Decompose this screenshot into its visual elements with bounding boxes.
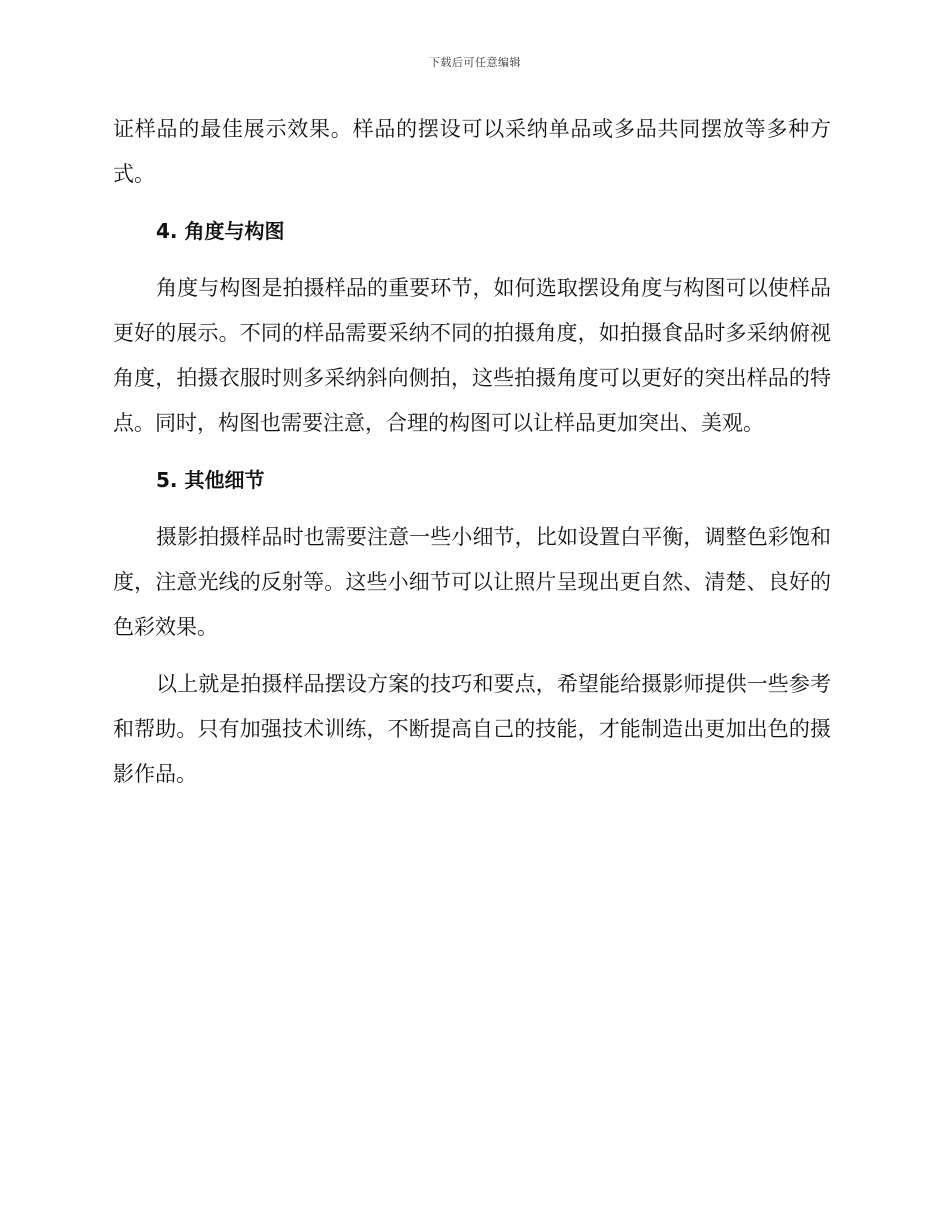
- section-4-heading: 4. 角度与构图: [156, 219, 285, 243]
- spacer: [113, 650, 831, 662]
- spacer: [113, 446, 831, 458]
- conclusion-paragraph: 以上就是拍摄样品摆设方案的技巧和要点，希望能给摄影师提供一些参考和帮助。只有加强技术训练，不断提高自己的技能，才能制造出更加出色的摄影作品。: [113, 672, 831, 786]
- page-header: 下载后可任意编辑: [429, 56, 521, 69]
- section-5-paragraph: 摄影拍摄样品时也需要注意一些小细节，比如设置白平衡，调整色彩饱和度，注意光线的反射等。这些小细节可以让照片呈现出更自然、清楚、良好的色彩效果。: [113, 525, 831, 639]
- spacer: [113, 197, 831, 209]
- spacer: [113, 503, 831, 515]
- intro-tail-paragraph: 证样品的最佳展示效果。样品的摆设可以采纳单品或多品共同摆放等多种方式。: [113, 117, 831, 186]
- section-5-heading: 5. 其他细节: [156, 468, 265, 492]
- spacer: [113, 254, 831, 266]
- section-4-paragraph: 角度与构图是拍摄样品的重要环节，如何选取摆设角度与构图可以使样品更好的展示。不同的样品需要采纳不同的拍摄角度，如拍摄食品时多采纳俯视角度，拍摄衣服时则多采纳斜向侧拍，这些拍摄角度可以更好的突出样品的特点。同时，构图也需要注意，合理的构图可以让样品更加突出、美观。: [113, 276, 831, 435]
- document-body: [113, 107, 831, 797]
